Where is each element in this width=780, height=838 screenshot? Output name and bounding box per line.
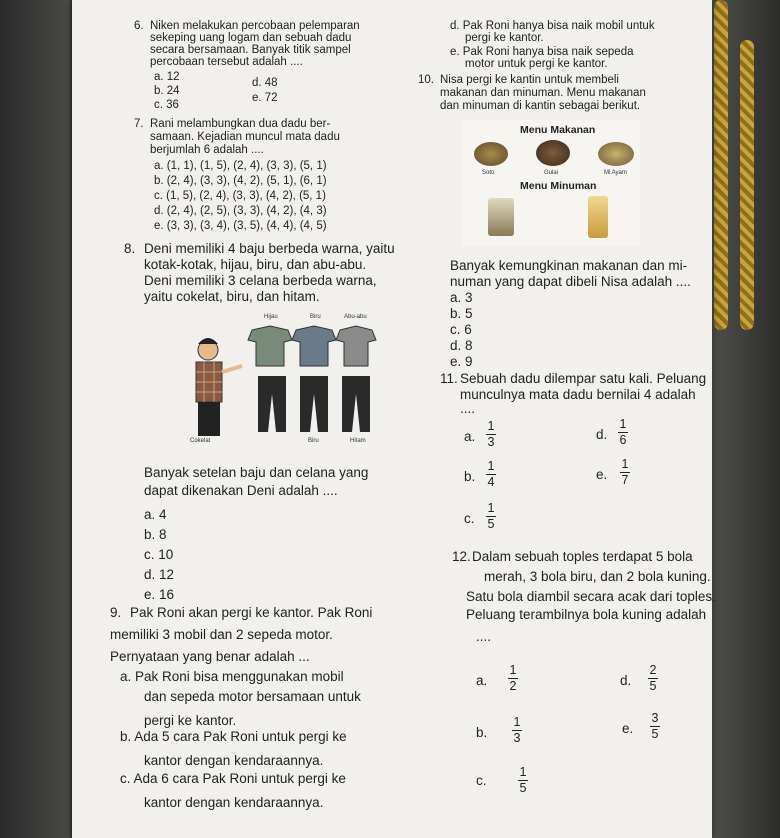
- juice-glass-icon: [588, 196, 608, 238]
- q11-option-a[interactable]: a.: [464, 429, 476, 444]
- q12-fraction-b: 1 3: [513, 715, 521, 745]
- soto-bowl-icon: [474, 142, 508, 166]
- q7-line: samaan. Kejadian muncul mata dadu: [150, 131, 340, 143]
- q6-option-b[interactable]: b. 24: [154, 85, 180, 97]
- clothes-svg: [186, 310, 382, 450]
- q9-option-e-cont: motor untuk pergi ke kantor.: [465, 58, 608, 70]
- food-menu-title: Menu Makanan: [520, 124, 596, 136]
- q7-line: Rani melambungkan dua dadu ber-: [150, 118, 331, 130]
- q8-option-a[interactable]: a. 4: [144, 507, 167, 522]
- drink-glass-icon: [488, 198, 514, 236]
- clothes-illustration: [186, 310, 382, 454]
- shirt-label: Abu-abu: [344, 314, 367, 320]
- q7-line: berjumlah 6 adalah ....: [150, 144, 264, 156]
- q12-number: 12.: [452, 549, 471, 564]
- q9-line: memiliki 3 mobil dan 2 sepeda motor.: [110, 627, 333, 642]
- q11-option-e[interactable]: e.: [596, 467, 608, 482]
- boy-figure: [196, 338, 242, 436]
- q10-option-b[interactable]: b. 5: [450, 306, 473, 321]
- q8-number: 8.: [124, 241, 136, 256]
- q10-ask: Banyak kemungkinan makanan dan mi-: [450, 258, 688, 273]
- q9-option-c[interactable]: c. Ada 6 cara Pak Roni untuk pergi ke: [120, 771, 346, 786]
- q11-fraction-e: 1 7: [621, 457, 629, 487]
- q12-line: ....: [476, 629, 492, 644]
- shirt-label: Hijau: [264, 314, 278, 320]
- shirt-label: Biru: [310, 314, 321, 320]
- q6-number: 6.: [134, 20, 144, 32]
- yellow-cord-2: [740, 40, 754, 330]
- q12-line: Peluang terambilnya bola kuning adalah: [466, 607, 707, 622]
- q11-fraction-c: 1 5: [487, 501, 495, 531]
- q8-ask: dapat dikenakan Deni adalah ....: [144, 483, 338, 498]
- q8-line: yaitu cokelat, biru, dan hitam.: [144, 289, 320, 304]
- q12-fraction-e: 3 5: [651, 711, 659, 741]
- grey-shirt: [336, 326, 376, 366]
- q10-option-c[interactable]: c. 6: [450, 322, 472, 337]
- green-shirt: [248, 326, 292, 366]
- blue-pants: [300, 376, 328, 432]
- blue-shirt: [292, 326, 336, 366]
- q12-line: Dalam sebuah toples terdapat 5 bola: [472, 549, 693, 564]
- q11-line: ....: [460, 401, 476, 416]
- food-label: Gulai: [544, 170, 559, 176]
- pants-label: Biru: [308, 438, 319, 444]
- q6-option-a[interactable]: a. 12: [154, 71, 180, 83]
- q11-number: 11.: [440, 371, 458, 386]
- q6-line: sekeping uang logam dan sebuah dadu: [150, 32, 352, 44]
- q8-option-e[interactable]: e. 16: [144, 587, 175, 602]
- q10-option-e[interactable]: e. 9: [450, 354, 473, 369]
- q9-option-c-cont: kantor dengan kendaraannya.: [144, 795, 324, 810]
- pants-label: Cokelat: [190, 438, 211, 444]
- q11-line: Sebuah dadu dilempar satu kali. Peluang: [460, 371, 707, 386]
- mie-ayam-bowl-icon: [598, 142, 634, 166]
- q10-line: makanan dan minuman. Menu makanan: [440, 87, 646, 99]
- q12-line: Satu bola diambil secara acak dari toples.: [466, 589, 716, 604]
- q12-option-d[interactable]: d.: [620, 673, 632, 688]
- q8-line: Deni memiliki 4 baju berbeda warna, yaitu: [144, 241, 395, 256]
- q7-option-e[interactable]: e. (3, 3), (3, 4), (3, 5), (4, 4), (4, 5): [154, 220, 327, 232]
- q9-line: Pernyataan yang benar adalah ...: [110, 649, 310, 664]
- q6-option-e[interactable]: e. 72: [252, 92, 278, 104]
- q8-option-c[interactable]: c. 10: [144, 547, 174, 562]
- q11-option-c[interactable]: c.: [464, 511, 475, 526]
- q12-fraction-c: 1 5: [519, 765, 527, 795]
- q11-fraction-a: 1 3: [487, 419, 495, 449]
- q12-line: merah, 3 bola biru, dan 2 bola kuning.: [484, 569, 711, 584]
- food-label: Soto: [482, 170, 495, 176]
- q8-line: kotak-kotak, hijau, biru, dan abu-abu.: [144, 257, 367, 272]
- q6-option-c[interactable]: c. 36: [154, 99, 179, 111]
- q12-option-b[interactable]: b.: [476, 725, 488, 740]
- q12-fraction-d: 2 5: [649, 663, 657, 693]
- q11-line: munculnya mata dadu bernilai 4 adalah: [460, 387, 696, 402]
- q9-line: Pak Roni akan pergi ke kantor. Pak Roni: [130, 605, 373, 620]
- q11-fraction-d: 1 6: [619, 417, 627, 447]
- q12-fraction-a: 1 2: [509, 663, 517, 693]
- brown-pants: [258, 376, 286, 432]
- q8-option-d[interactable]: d. 12: [144, 567, 175, 582]
- q10-line: dan minuman di kantin sebagai berikut.: [440, 100, 641, 112]
- q7-option-a[interactable]: a. (1, 1), (1, 5), (2, 4), (3, 3), (5, 1): [154, 160, 327, 172]
- q8-ask: Banyak setelan baju dan celana yang: [144, 465, 369, 480]
- q12-option-e[interactable]: e.: [622, 721, 634, 736]
- drink-menu-title: Menu Minuman: [520, 180, 597, 192]
- q6-line: percobaan tersebut adalah ....: [150, 56, 303, 68]
- q10-option-d[interactable]: d. 8: [450, 338, 473, 353]
- q11-option-b[interactable]: b.: [464, 469, 476, 484]
- q9-option-a[interactable]: a. Pak Roni bisa menggunakan mobil: [120, 669, 344, 684]
- q7-option-b[interactable]: b. (2, 4), (3, 3), (4, 2), (5, 1), (6, 1): [154, 175, 327, 187]
- q9-option-e[interactable]: e. Pak Roni hanya bisa naik sepeda: [450, 46, 634, 58]
- gulai-bowl-icon: [536, 140, 570, 166]
- q9-option-a-cont: dan sepeda motor bersamaan untuk: [144, 689, 361, 704]
- pants-label: Hitam: [350, 438, 366, 444]
- q9-option-b[interactable]: b. Ada 5 cara Pak Roni untuk pergi ke: [120, 729, 347, 744]
- q7-number: 7.: [134, 118, 144, 130]
- black-pants: [342, 376, 370, 432]
- worksheet-page: [72, 0, 716, 838]
- q10-ask: numan yang dapat dibeli Nisa adalah ....: [450, 274, 691, 289]
- q6-line: secara bersamaan. Banyak titik sampel: [150, 44, 351, 56]
- q7-option-c[interactable]: c. (1, 5), (2, 4), (3, 3), (4, 2), (5, 1): [154, 190, 326, 202]
- q8-line: Deni memiliki 3 celana berbeda warna,: [144, 273, 377, 288]
- q6-option-d[interactable]: d. 48: [252, 77, 278, 89]
- q11-fraction-b: 1 4: [487, 459, 495, 489]
- canteen-menu-image: [462, 120, 640, 246]
- q10-option-a[interactable]: a. 3: [450, 290, 473, 305]
- background-left: [0, 0, 70, 838]
- q10-line: Nisa pergi ke kantin untuk membeli: [440, 74, 619, 86]
- q9-option-a-cont: pergi ke kantor.: [144, 713, 237, 728]
- q9-option-d-cont: pergi ke kantor.: [465, 32, 544, 44]
- q11-option-d[interactable]: d.: [596, 427, 608, 442]
- q8-option-b[interactable]: b. 8: [144, 527, 167, 542]
- q10-number: 10.: [418, 74, 434, 86]
- q12-option-c[interactable]: c.: [476, 773, 487, 788]
- q9-number: 9.: [110, 605, 122, 620]
- yellow-cord: [714, 0, 728, 330]
- q9-option-d[interactable]: d. Pak Roni hanya bisa naik mobil untuk: [450, 20, 655, 32]
- q12-option-a[interactable]: a.: [476, 673, 488, 688]
- q6-line: Niken melakukan percobaan pelemparan: [150, 20, 360, 32]
- q9-option-b-cont: kantor dengan kendaraannya.: [144, 753, 324, 768]
- q7-option-d[interactable]: d. (2, 4), (2, 5), (3, 3), (4, 2), (4, 3): [154, 205, 327, 217]
- food-label: Mi Ayam: [604, 170, 627, 176]
